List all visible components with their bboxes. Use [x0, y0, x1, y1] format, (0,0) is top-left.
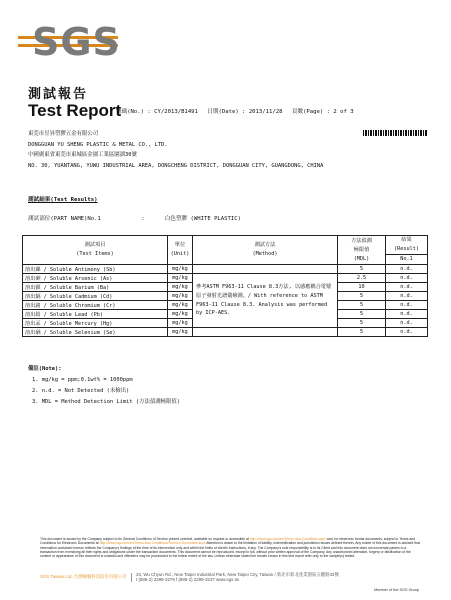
issuer-name: SGS Taiwan Ltd. 台灣檢驗科技股份有限公司: [40, 574, 127, 580]
company-address-en: NO. 30, YUANTANG, YUWU INDUSTRIAL AREA, DONGCHENG DISTRICT, DONGGUAN CITY, GUANGDONG, CHINA: [28, 162, 324, 169]
note-item: 2. n.d. = Not Detected (未檢出): [32, 388, 130, 394]
part-label: 測試部位(PART NAME)No.1: [28, 216, 101, 222]
mdl: 5: [338, 328, 386, 337]
footer-disclaimer: This document is issued by the Company subject to its General Conditions of Service printed overleaf, available on request or accessible at http://www.sgs.com/en/Terms-and-Conditions.aspx and, for electronic format documents, subject to Terms and Conditions for Electronic Documents at http://www.sgs.com/en/Terms-and-Conditions/Terms-e-Document.aspx Attention is drawn to the limitation of liability, indemnification and jurisdiction issues defined therein. Any holder of this document is advised that information contained hereon reflects the Company's findings at the time of its intervention only and within the limits of client's instructions, if any. The Company's sole responsibility is to its Client and this document does not exonerate parties to a transaction from exercising all their rights and obligations under the transaction documents. This document cannot be reproduced, except in full, without prior written approval of the Company. Any unauthorized alteration, forgery or falsification of the content or appearance of this document is unlawful and offenders may be prosecuted to the fullest extent of the law. Unless otherwise stated the results shown in this test report refer only to the sample(s) tested.: [40, 537, 420, 559]
notes: [28, 364, 180, 408]
result: n.d.: [386, 319, 428, 328]
unit: mg/kg: [168, 283, 193, 292]
page-title: Test Report: [28, 101, 122, 120]
mdl: 10: [338, 283, 386, 292]
mdl: 5: [338, 319, 386, 328]
table-row: [23, 274, 428, 283]
page-number: 2 of 3: [333, 109, 354, 115]
contact-line: t (886-2) 2299-3279 f (886-2) 2299-3237 www.sgs.tw: [136, 577, 239, 582]
unit: mg/kg: [168, 274, 193, 283]
title-zh: 測試報告: [28, 87, 89, 102]
header-result-no: No.1: [386, 255, 428, 265]
part-name: [28, 214, 241, 222]
test-item: 溶出鉛 / Soluble Lead (Pb): [23, 310, 168, 319]
sgs-logo: [18, 14, 121, 64]
notes-title: 備註(Note):: [28, 366, 62, 372]
page-label: 頁數(Page) :: [291, 109, 331, 115]
report-no-label: 號碼(No.) :: [116, 109, 151, 115]
result: n.d.: [386, 283, 428, 292]
report-date: 2013/11/28: [248, 109, 283, 115]
note-item: 1. mg/kg = ppm;0.1wt% = 1000ppm: [32, 377, 133, 383]
test-item: 溶出鋇 / Soluble Barium (Ba): [23, 283, 168, 292]
unit: mg/kg: [168, 328, 193, 337]
part-colon: :: [141, 216, 145, 222]
header-mdl: 方法偵測 極限值 (MDL): [338, 236, 386, 265]
address-line: 33, Wu Chyun Rd., New Taipei Industrial Park, New Taipei City, Taiwan / 新北市新北產業園區五權路33號: [136, 572, 339, 577]
mdl: 5: [338, 301, 386, 310]
test-item: 溶出砷 / Soluble Arsenic (As): [23, 274, 168, 283]
result: n.d.: [386, 328, 428, 337]
header-method: 測試方法 (Method): [193, 236, 338, 265]
unit: mg/kg: [168, 265, 193, 274]
unit: mg/kg: [168, 310, 193, 319]
mdl: 5: [338, 265, 386, 274]
member-note: Member of the SGS Group: [374, 588, 420, 592]
footer-address: [40, 572, 339, 582]
header-unit: 單位 (Unit): [168, 236, 193, 265]
unit: mg/kg: [168, 292, 193, 301]
result: n.d.: [386, 292, 428, 301]
e-document-terms-link[interactable]: http://www.sgs.com/en/Terms-and-Conditions/Terms-e-Document.aspx: [99, 541, 206, 546]
unit: mg/kg: [168, 319, 193, 328]
company-name-en: DONGGUAN YU SHENG PLASTIC & METAL CO., LTD.: [28, 141, 168, 148]
method-text: 參考ASTM F963-11 Clause 8.3方法, 以感應耦合電漿原子發射光譜儀檢測。/ With reference to ASTM F963-11 Clause 8.3. Analysis was performed by ICP-AES.: [193, 274, 338, 328]
mdl: 5: [338, 292, 386, 301]
unit: mg/kg: [168, 301, 193, 310]
table-row: [23, 328, 428, 337]
test-item: 溶出鉻 / Soluble Chromium (Cr): [23, 301, 168, 310]
part-value: 白色塑膠 (WHITE PLASTIC): [164, 216, 242, 222]
results-table: [22, 235, 428, 337]
note-item: 3. MDL = Method Detection Limit (方法偵測極限值): [32, 399, 181, 405]
terms-link[interactable]: http://www.sgs.com/en/Terms-and-Conditions.aspx: [249, 537, 326, 541]
mdl: 5: [338, 310, 386, 319]
table-row: [23, 265, 428, 274]
report-no: CY/2013/B1491: [154, 109, 198, 115]
report-meta: [116, 107, 354, 115]
test-item: 溶出銻 / Soluble Antimony (Sb): [23, 265, 168, 274]
logo-text: SGS: [32, 20, 121, 64]
company-block: [28, 129, 323, 171]
header-result: 結果 (Result): [386, 236, 428, 255]
header-test-items: 測試項目 (Test Items): [23, 236, 168, 265]
company-name-zh: 東莞市昱昇塑膠五金有限公司: [28, 131, 99, 137]
result: n.d.: [386, 310, 428, 319]
section-title: 測試結果(Test Results): [28, 197, 98, 203]
date-label: 日期(Date) :: [207, 109, 246, 115]
test-item: 溶出鎘 / Soluble Cadmium (Cd): [23, 292, 168, 301]
result: n.d.: [386, 265, 428, 274]
test-item: 溶出汞 / Soluble Mercury (Hg): [23, 319, 168, 328]
result: n.d.: [386, 274, 428, 283]
mdl: 2.5: [338, 274, 386, 283]
company-address-zh: 中國廣東省東莞市東城區金園工業區園湖30號: [28, 152, 137, 159]
barcode: [363, 130, 427, 136]
result: n.d.: [386, 301, 428, 310]
test-item: 溶出硒 / Soluble Selenium (Se): [23, 328, 168, 337]
